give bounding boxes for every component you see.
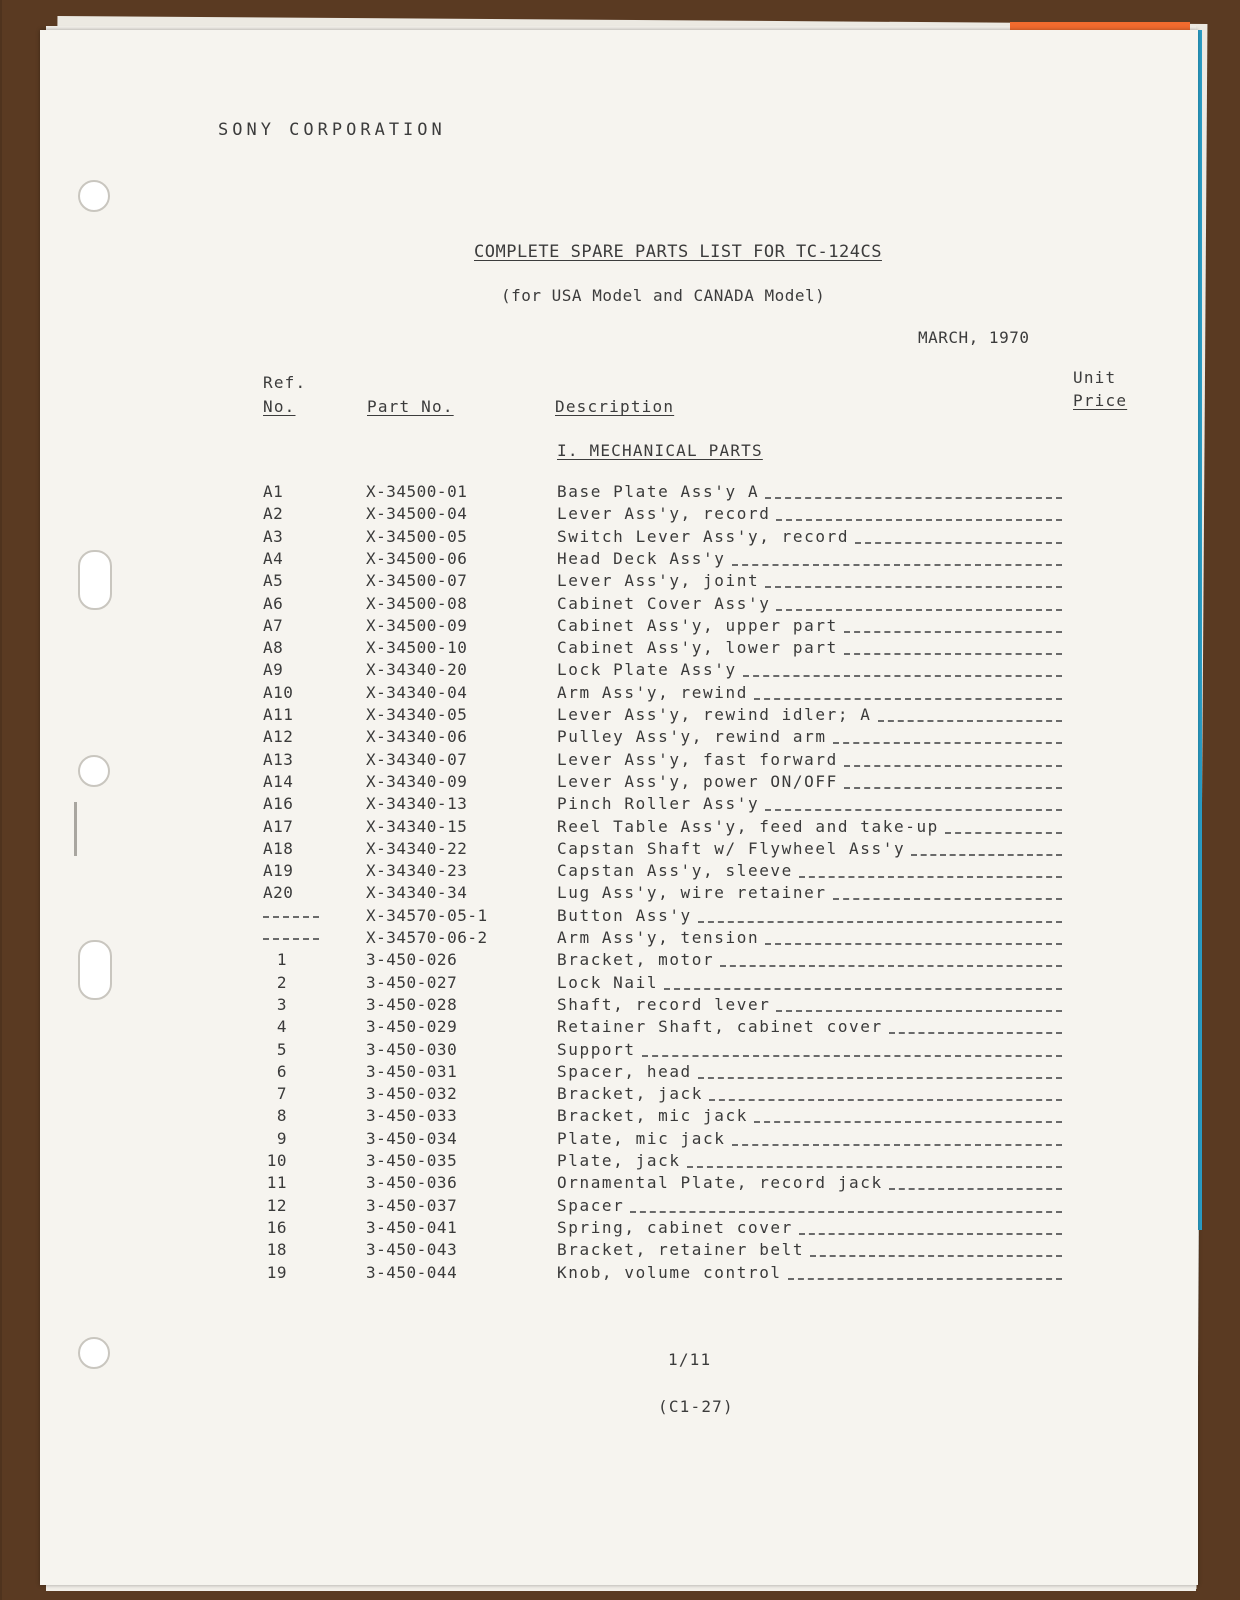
part-no: 3-450-044	[366, 1262, 458, 1282]
part-no: X-34340-05	[366, 705, 468, 724]
part-no: X-34340-07	[366, 749, 468, 769]
ref-no: 8	[276, 1106, 287, 1126]
table-row	[40, 1173, 1198, 1195]
part-description: Lock Nail	[557, 972, 659, 992]
table-row	[40, 1084, 1198, 1106]
part-description: Switch Lever Ass'y, record	[557, 526, 850, 546]
column-header-part-no: Part No.	[367, 397, 454, 416]
table-row	[40, 1017, 1198, 1039]
ref-no: 11	[266, 1173, 287, 1193]
part-no: X-34340-22	[366, 838, 468, 858]
table-row	[40, 594, 1198, 616]
ref-no: A12	[263, 727, 294, 747]
page-number: 1/11	[668, 1350, 712, 1369]
ref-no: A13	[263, 749, 294, 769]
ref-no: A17	[263, 816, 294, 836]
dash-leader	[844, 631, 1062, 633]
ref-no: A9	[263, 660, 284, 680]
dash-leader	[630, 1211, 1062, 1213]
ref-dash-leader	[263, 938, 319, 940]
part-description: Bracket, retainer belt	[557, 1240, 805, 1260]
part-no: X-34570-05-1	[366, 905, 488, 925]
part-description: Reel Table Ass'y, feed and take-up	[557, 816, 939, 836]
table-row	[40, 527, 1198, 549]
part-description: Cabinet Ass'y, lower part	[557, 638, 838, 658]
ref-no: 7	[276, 1084, 287, 1104]
column-header-ref: Ref.	[263, 373, 307, 392]
table-row	[40, 1151, 1198, 1173]
dash-leader	[776, 519, 1062, 521]
table-row	[40, 1196, 1198, 1218]
dash-leader	[911, 854, 1062, 856]
table-row	[40, 1062, 1198, 1084]
ref-no: A14	[263, 771, 294, 791]
dash-leader	[878, 720, 1062, 722]
part-description: Retainer Shaft, cabinet cover	[557, 1017, 883, 1037]
dash-leader	[833, 742, 1062, 744]
ref-no: A10	[263, 682, 294, 702]
ref-no: A1	[263, 482, 284, 501]
ref-no: 5	[276, 1039, 287, 1059]
part-description: Lever Ass'y, fast forward	[557, 749, 838, 769]
ref-no: 19	[266, 1262, 287, 1282]
dash-leader	[754, 1121, 1062, 1123]
ref-no: A18	[263, 838, 294, 858]
ref-no: A8	[263, 638, 284, 658]
part-description: Lug Ass'y, wire retainer	[557, 883, 827, 903]
dash-leader	[844, 765, 1062, 767]
table-row	[40, 660, 1198, 682]
dash-leader	[664, 988, 1062, 990]
ref-no: A4	[263, 548, 284, 568]
part-description: Spring, cabinet cover	[557, 1217, 793, 1237]
table-row	[40, 861, 1198, 883]
ref-no: 4	[276, 1017, 287, 1037]
part-no: X-34340-20	[366, 660, 468, 680]
dash-leader	[765, 943, 1062, 945]
ref-no: A6	[263, 593, 284, 613]
dash-leader	[765, 586, 1062, 588]
dash-leader	[698, 1077, 1062, 1079]
table-row	[40, 794, 1198, 816]
dash-leader	[709, 1099, 1062, 1101]
dash-leader	[687, 1166, 1062, 1168]
part-description: Cabinet Ass'y, upper part	[557, 615, 838, 635]
part-description: Base Plate Ass'y A	[557, 482, 760, 501]
section-title: I. MECHANICAL PARTS	[557, 441, 763, 460]
table-row	[40, 1129, 1198, 1151]
dash-leader	[698, 921, 1062, 923]
ref-no: A19	[263, 861, 294, 881]
document-code: (C1-27)	[658, 1397, 734, 1416]
ref-no: 9	[276, 1128, 287, 1148]
part-no: X-34340-09	[366, 771, 468, 791]
part-description: Ornamental Plate, record jack	[557, 1173, 883, 1193]
part-description: Spacer, head	[557, 1061, 692, 1081]
part-no: 3-450-041	[366, 1217, 458, 1237]
part-description: Lever Ass'y, record	[557, 504, 771, 524]
part-no: X-34340-34	[366, 883, 468, 903]
part-description: Bracket, motor	[557, 950, 715, 970]
table-row	[40, 549, 1198, 571]
part-description: Lever Ass'y, rewind idler; A	[557, 705, 872, 724]
part-no: 3-450-030	[366, 1039, 458, 1059]
part-description: Capstan Ass'y, sleeve	[557, 861, 793, 881]
part-no: X-34500-10	[366, 638, 468, 658]
part-description: Lock Plate Ass'y	[557, 660, 737, 680]
column-header-description: Description	[555, 397, 675, 416]
punch-hole-icon	[78, 180, 110, 212]
part-no: 3-450-029	[366, 1017, 458, 1037]
table-row	[40, 705, 1198, 727]
part-description: Plate, jack	[557, 1151, 681, 1170]
part-no: X-34340-04	[366, 682, 468, 702]
table-row	[40, 973, 1198, 995]
table-row	[40, 1263, 1198, 1285]
table-row	[40, 1106, 1198, 1128]
dash-leader	[844, 653, 1062, 655]
part-no: X-34340-13	[366, 794, 468, 814]
dash-leader	[788, 1278, 1062, 1280]
table-row	[40, 482, 1198, 504]
table-row	[40, 839, 1198, 861]
table-row	[40, 616, 1198, 638]
part-no: X-34500-04	[366, 504, 468, 524]
ref-no: A3	[263, 526, 284, 546]
table-row	[40, 727, 1198, 749]
part-description: Spacer	[557, 1195, 625, 1215]
part-no: 3-450-027	[366, 972, 458, 992]
dash-leader	[833, 898, 1062, 900]
part-description: Button Ass'y	[557, 905, 692, 925]
ref-no: 1	[276, 950, 287, 970]
dash-leader	[844, 787, 1062, 789]
document-page	[40, 30, 1198, 1585]
table-row	[40, 950, 1198, 972]
part-description: Bracket, jack	[557, 1084, 704, 1104]
table-row	[40, 817, 1198, 839]
part-description: Bracket, mic jack	[557, 1106, 748, 1126]
part-description: Pulley Ass'y, rewind arm	[557, 727, 827, 747]
ref-no: 16	[266, 1217, 287, 1237]
part-no: 3-450-026	[366, 950, 458, 970]
ref-no: 3	[276, 994, 287, 1014]
ref-no: A2	[263, 504, 284, 524]
document-date: MARCH, 1970	[918, 328, 1030, 347]
table-row	[40, 683, 1198, 705]
part-description: Pinch Roller Ass'y	[557, 794, 760, 814]
part-no: 3-450-043	[366, 1240, 458, 1260]
dash-leader	[720, 965, 1062, 967]
dash-leader	[889, 1188, 1062, 1190]
part-description: Capstan Shaft w/ Flywheel Ass'y	[557, 838, 906, 858]
part-no: X-34340-23	[366, 861, 468, 881]
part-no: 3-450-032	[366, 1084, 458, 1104]
punch-hole-icon	[78, 1337, 110, 1369]
ref-no: 18	[266, 1240, 287, 1260]
column-header-ref-no: No.	[263, 397, 296, 416]
dash-leader	[754, 698, 1062, 700]
part-no: X-34340-06	[366, 727, 468, 747]
part-description: Lever Ass'y, power ON/OFF	[557, 771, 838, 791]
part-no: 3-450-028	[366, 994, 458, 1014]
part-description: Lever Ass'y, joint	[557, 571, 760, 591]
dash-leader	[732, 1144, 1063, 1146]
table-row	[40, 906, 1198, 928]
ref-no: A5	[263, 571, 284, 591]
dash-leader	[776, 609, 1062, 611]
part-description: Shaft, record lever	[557, 994, 771, 1014]
part-no: 3-450-037	[366, 1195, 458, 1215]
dash-leader	[945, 832, 1062, 834]
part-no: 3-450-034	[366, 1128, 458, 1148]
table-row	[40, 638, 1198, 660]
part-description: Arm Ass'y, tension	[557, 928, 760, 947]
document-subtitle: (for USA Model and CANADA Model)	[501, 286, 826, 305]
dash-leader	[889, 1032, 1062, 1034]
ref-no: A20	[263, 883, 294, 903]
table-row	[40, 1240, 1198, 1262]
part-no: 3-450-031	[366, 1061, 458, 1081]
table-row	[40, 1218, 1198, 1240]
document-title: COMPLETE SPARE PARTS LIST FOR TC-124CS	[474, 242, 882, 262]
ref-no: 6	[276, 1061, 287, 1081]
part-no: 3-450-036	[366, 1173, 458, 1193]
dash-leader	[732, 564, 1063, 566]
ref-no: 2	[276, 972, 287, 992]
dash-leader	[776, 1010, 1062, 1012]
company-name: SONY CORPORATION	[218, 120, 446, 140]
part-no: X-34500-05	[366, 526, 468, 546]
part-no: 3-450-035	[366, 1151, 458, 1170]
dash-leader	[810, 1255, 1062, 1257]
table-row	[40, 750, 1198, 772]
part-no: X-34500-08	[366, 593, 468, 613]
ref-no: 12	[266, 1195, 287, 1215]
dash-leader	[765, 497, 1062, 499]
part-description: Head Deck Ass'y	[557, 548, 726, 568]
dash-leader	[743, 675, 1062, 677]
part-no: X-34570-06-2	[366, 928, 488, 947]
part-description: Arm Ass'y, rewind	[557, 682, 748, 702]
dash-leader	[855, 542, 1062, 544]
table-row	[40, 883, 1198, 905]
table-row	[40, 504, 1198, 526]
dash-leader	[799, 876, 1062, 878]
table-row	[40, 571, 1198, 593]
table-row	[40, 1040, 1198, 1062]
ref-dash-leader	[263, 916, 319, 918]
part-description: Support	[557, 1039, 636, 1059]
table-row	[40, 995, 1198, 1017]
dash-leader	[799, 1233, 1062, 1235]
table-row	[40, 928, 1198, 950]
part-no: 3-450-033	[366, 1106, 458, 1126]
part-description: Knob, volume control	[557, 1262, 782, 1282]
part-description: Plate, mic jack	[557, 1128, 726, 1148]
dash-leader	[765, 809, 1062, 811]
table-row	[40, 772, 1198, 794]
part-no: X-34500-07	[366, 571, 468, 591]
column-header-price: Price	[1073, 391, 1128, 410]
ref-no: A7	[263, 615, 284, 635]
part-description: Cabinet Cover Ass'y	[557, 593, 771, 613]
column-header-unit: Unit	[1073, 368, 1117, 387]
part-no: X-34500-06	[366, 548, 468, 568]
part-no: X-34340-15	[366, 816, 468, 836]
part-no: X-34500-09	[366, 615, 468, 635]
ref-no: A16	[263, 794, 294, 814]
part-no: X-34500-01	[366, 482, 468, 501]
ref-no: A11	[263, 705, 294, 724]
dash-leader	[642, 1055, 1062, 1057]
ref-no: 10	[266, 1151, 287, 1170]
